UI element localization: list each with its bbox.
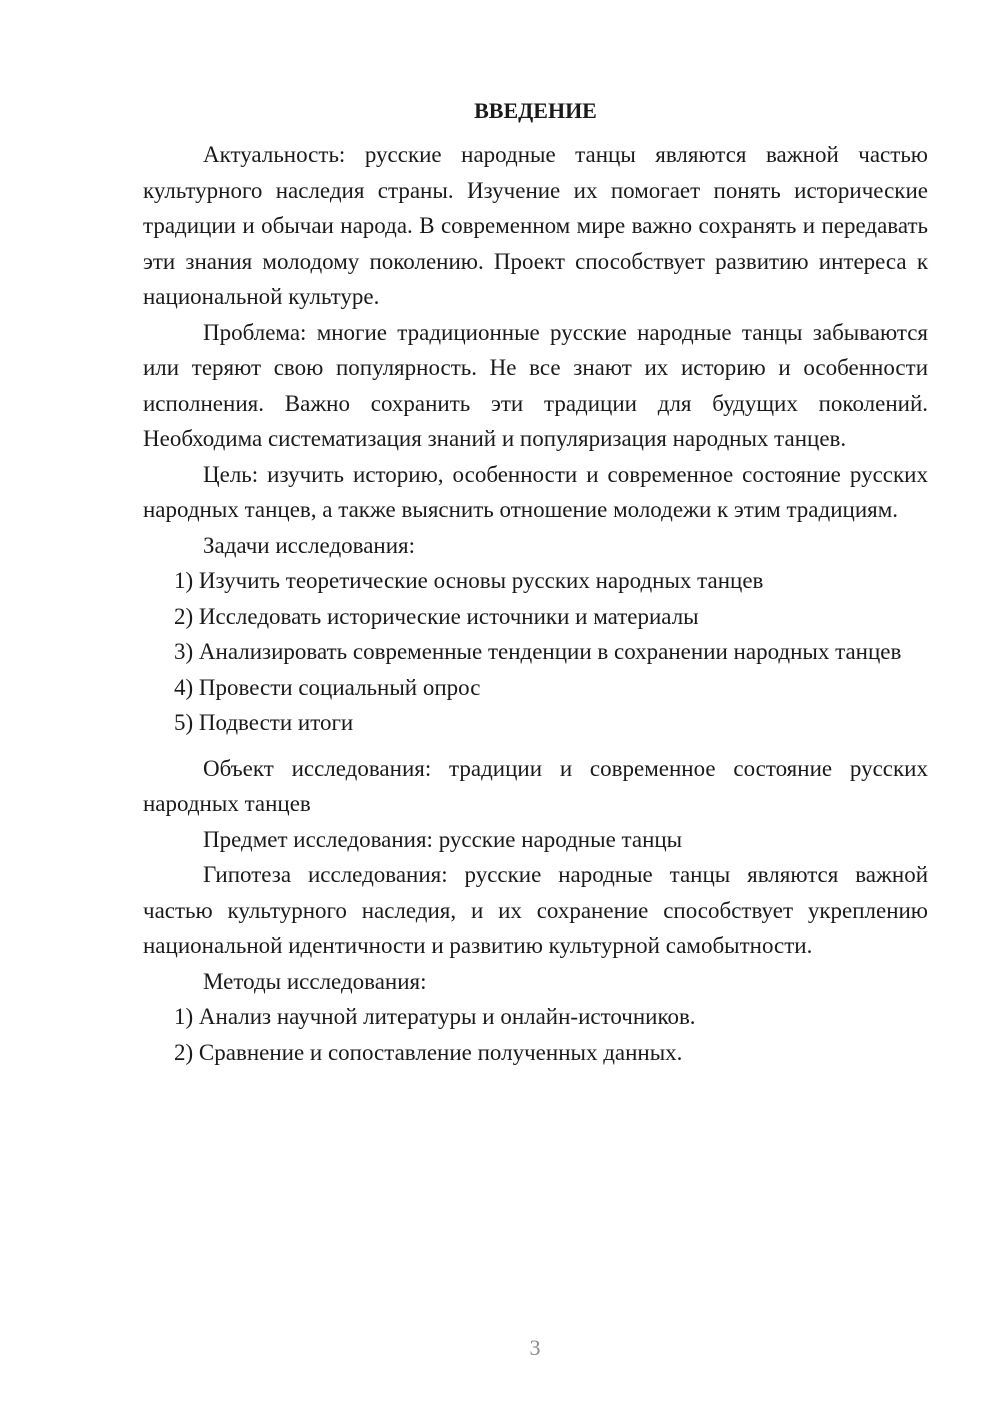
task-item-5: 5) Подвести итоги	[174, 710, 354, 735]
task-item-4: 4) Провести социальный опрос	[174, 674, 481, 700]
paragraph-subject: Предмет исследования: русские народные танцы	[203, 826, 683, 852]
paragraph-hypothesis: Гипотеза исследования: русские народные танцы являются важной частью культурного наследия, и их сохранение способствует укреплению национальной идентичности и развитию культурной самобытности.	[143, 862, 928, 958]
method-item-2: 2) Сравнение и сопоставление полученных данных.	[174, 1039, 683, 1065]
paragraph-relevance: Актуальность: русские народные танцы являются важной частью культурного наследия страны. Изучение их помогает понять исторические традиции и обычаи народа. В современном мире важно сохранять и передавать эти знания молодому поколению. Проект способствует развитию интереса к национальной культуре.	[143, 142, 928, 309]
method-item-1: 1) Анализ научной литературы и онлайн-источников.	[174, 1004, 696, 1029]
page-number: 3	[529, 1335, 541, 1360]
paragraph-problem: Проблема: многие традиционные русские народные танцы забываются или теряют свою популярность. Не все знают их историю и особенности исполнения. Важно сохранить эти традиции для будущих поколений. Необходима систематизация знаний и популяризация народных танцев.	[143, 319, 928, 451]
task-item-1: 1) Изучить теоретические основы русских народных танцев	[174, 568, 764, 593]
paragraph-object: Объект исследования: традиции и современное состояние русских народных танцев	[143, 755, 928, 816]
task-item-3: 3) Анализировать современные тенденции в сохранении народных танцев	[174, 639, 902, 664]
paragraph-goal: Цель: изучить историю, особенности и современное состояние русских народных танцев, а также выяснить отношение молодежи к этим традициям.	[143, 461, 928, 522]
page-content	[143, 93, 928, 1070]
task-item-2: 2) Исследовать исторические источники и материалы	[174, 603, 699, 629]
paragraph-methods-heading: Методы исследования:	[203, 968, 427, 994]
section-title: ВВЕДЕНИЕ	[474, 98, 597, 123]
paragraph-tasks-heading: Задачи исследования:	[203, 532, 416, 558]
